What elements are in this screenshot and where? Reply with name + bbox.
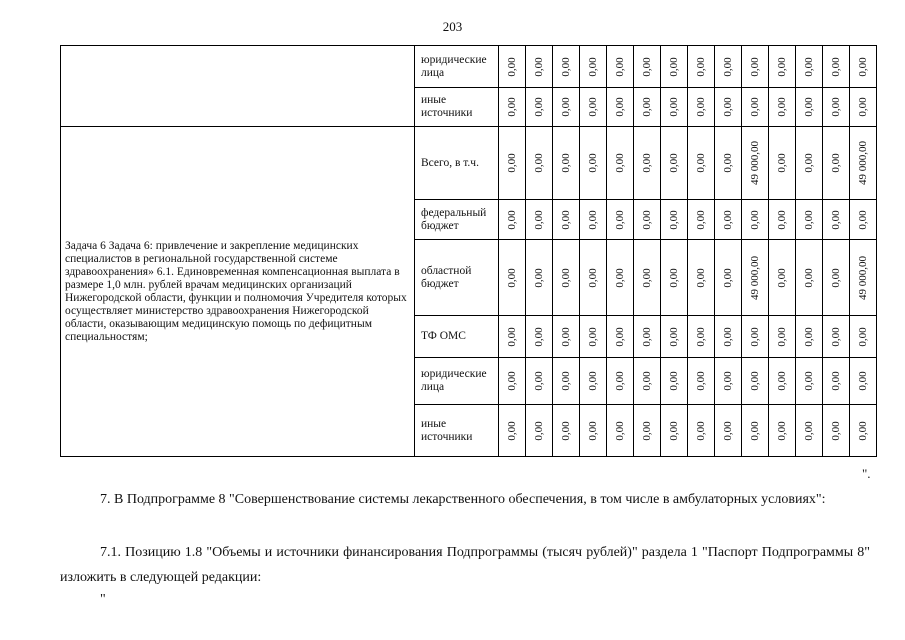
amount-value: 0,00 bbox=[560, 267, 572, 288]
value-cell bbox=[499, 127, 526, 200]
value-cell bbox=[796, 405, 823, 457]
value-cell bbox=[850, 316, 877, 358]
amount-value: 0,00 bbox=[641, 267, 653, 288]
amount-value: 0,00 bbox=[695, 209, 707, 230]
amount-value: 0,00 bbox=[776, 97, 788, 117]
value-cell bbox=[769, 316, 796, 358]
amount-value: 0,00 bbox=[857, 420, 869, 441]
value-cell bbox=[607, 200, 634, 240]
amount-value: 49 000,00 bbox=[749, 141, 761, 185]
value-cell bbox=[634, 405, 661, 457]
amount-value: 0,00 bbox=[668, 97, 680, 117]
amount-value: 0,00 bbox=[857, 56, 869, 77]
amount-value: 0,00 bbox=[533, 97, 545, 117]
value-cell bbox=[580, 240, 607, 316]
amount-value: 0,00 bbox=[587, 153, 599, 173]
value-cell bbox=[499, 405, 526, 457]
value-cell bbox=[688, 88, 715, 127]
value-cell bbox=[634, 358, 661, 405]
amount-value: 0,00 bbox=[641, 326, 653, 347]
value-cell bbox=[634, 316, 661, 358]
value-cell bbox=[553, 127, 580, 200]
amount-value: 0,00 bbox=[560, 371, 572, 391]
amount-value: 0,00 bbox=[560, 420, 572, 441]
value-cell bbox=[661, 358, 688, 405]
value-cell bbox=[715, 240, 742, 316]
amount-value: 0,00 bbox=[857, 97, 869, 117]
amount-value: 0,00 bbox=[803, 56, 815, 77]
value-cell bbox=[526, 316, 553, 358]
amount-value: 0,00 bbox=[803, 420, 815, 441]
amount-value: 0,00 bbox=[506, 153, 518, 173]
amount-value: 0,00 bbox=[830, 97, 842, 117]
value-cell bbox=[499, 88, 526, 127]
value-cell bbox=[526, 240, 553, 316]
value-cell bbox=[796, 127, 823, 200]
value-cell bbox=[688, 358, 715, 405]
value-cell bbox=[526, 405, 553, 457]
value-cell bbox=[607, 405, 634, 457]
amount-value: 0,00 bbox=[830, 209, 842, 230]
value-cell bbox=[688, 46, 715, 88]
value-cell bbox=[634, 46, 661, 88]
amount-value: 0,00 bbox=[668, 56, 680, 77]
amount-value: 0,00 bbox=[722, 56, 734, 77]
value-cell bbox=[823, 127, 850, 200]
value-cell bbox=[553, 88, 580, 127]
amount-value: 0,00 bbox=[749, 326, 761, 347]
value-cell bbox=[661, 127, 688, 200]
value-cell bbox=[850, 405, 877, 457]
value-cell bbox=[553, 200, 580, 240]
value-cell bbox=[499, 358, 526, 405]
amount-value: 0,00 bbox=[695, 97, 707, 117]
amount-value: 0,00 bbox=[830, 56, 842, 77]
value-cell bbox=[607, 316, 634, 358]
amount-value: 0,00 bbox=[587, 209, 599, 230]
value-cell bbox=[823, 240, 850, 316]
value-cell bbox=[742, 405, 769, 457]
paragraph-subprogram-8: 7. В Подпрограмме 8 "Совершенствование системы лекарственного обеспечения, в том числе в амбулаторных условиях": bbox=[100, 492, 826, 507]
amount-value: 0,00 bbox=[641, 56, 653, 77]
value-cell bbox=[661, 46, 688, 88]
value-cell bbox=[607, 127, 634, 200]
amount-value: 0,00 bbox=[776, 209, 788, 230]
amount-value: 0,00 bbox=[560, 56, 572, 77]
amount-value: 0,00 bbox=[560, 153, 572, 173]
value-cell bbox=[796, 46, 823, 88]
funding-source-cell: юридические лица bbox=[415, 358, 499, 405]
value-cell bbox=[769, 88, 796, 127]
value-cell bbox=[769, 240, 796, 316]
value-cell bbox=[688, 316, 715, 358]
value-cell bbox=[823, 405, 850, 457]
value-cell bbox=[850, 88, 877, 127]
value-cell bbox=[850, 358, 877, 405]
amount-value: 0,00 bbox=[506, 267, 518, 288]
value-cell bbox=[661, 88, 688, 127]
amount-value: 0,00 bbox=[695, 420, 707, 441]
amount-value: 49 000,00 bbox=[857, 255, 869, 300]
value-cell bbox=[499, 240, 526, 316]
value-cell bbox=[607, 358, 634, 405]
amount-value: 49 000,00 bbox=[749, 255, 761, 300]
value-cell bbox=[688, 405, 715, 457]
value-cell bbox=[634, 127, 661, 200]
amount-value: 0,00 bbox=[614, 56, 626, 77]
value-cell bbox=[580, 127, 607, 200]
value-cell bbox=[580, 88, 607, 127]
amount-value: 0,00 bbox=[560, 209, 572, 230]
value-cell bbox=[688, 200, 715, 240]
value-cell bbox=[769, 358, 796, 405]
task-6-description: Задача 6 Задача 6: привлечение и закрепление медицинских специалистов в региональной государственной системе здравоохранения» 6.1. Единовременная компенсационная выплата в размере 1,0 млн. рублей врачам медицинских организаций Нижегородской области, функции и полномочия Учредителя которых осуществляет министерство здравоохранения Нижегородской области, оказывающим медицинскую помощь по дефицитным специальностям; bbox=[61, 127, 415, 457]
amount-value: 0,00 bbox=[614, 97, 626, 117]
amount-value: 0,00 bbox=[722, 326, 734, 347]
amount-value: 0,00 bbox=[533, 267, 545, 288]
amount-value: 0,00 bbox=[695, 153, 707, 173]
amount-value: 0,00 bbox=[803, 371, 815, 391]
value-cell bbox=[796, 240, 823, 316]
amount-value: 0,00 bbox=[803, 267, 815, 288]
amount-value: 0,00 bbox=[776, 56, 788, 77]
value-cell bbox=[580, 200, 607, 240]
value-cell bbox=[526, 200, 553, 240]
value-cell bbox=[742, 127, 769, 200]
blank-task-cell bbox=[61, 46, 415, 127]
amount-value: 0,00 bbox=[695, 267, 707, 288]
value-cell bbox=[553, 240, 580, 316]
amount-value: 0,00 bbox=[587, 56, 599, 77]
value-cell bbox=[742, 240, 769, 316]
value-cell bbox=[850, 127, 877, 200]
value-cell bbox=[823, 46, 850, 88]
value-cell bbox=[634, 88, 661, 127]
amount-value: 0,00 bbox=[749, 209, 761, 230]
value-cell bbox=[607, 46, 634, 88]
amount-value: 0,00 bbox=[668, 326, 680, 347]
value-cell bbox=[769, 127, 796, 200]
amount-value: 0,00 bbox=[533, 209, 545, 230]
funding-source-cell: Всего, в т.ч. bbox=[415, 127, 499, 200]
value-cell bbox=[580, 316, 607, 358]
value-cell bbox=[823, 316, 850, 358]
value-cell bbox=[607, 88, 634, 127]
value-cell bbox=[769, 405, 796, 457]
value-cell bbox=[607, 240, 634, 316]
value-cell bbox=[850, 200, 877, 240]
funding-source-cell: иные источники bbox=[415, 405, 499, 457]
amount-value: 0,00 bbox=[668, 371, 680, 391]
value-cell bbox=[634, 200, 661, 240]
value-cell bbox=[526, 88, 553, 127]
value-cell bbox=[769, 200, 796, 240]
value-cell bbox=[634, 240, 661, 316]
amount-value: 0,00 bbox=[587, 420, 599, 441]
amount-value: 0,00 bbox=[830, 267, 842, 288]
value-cell bbox=[661, 240, 688, 316]
value-cell bbox=[553, 46, 580, 88]
value-cell bbox=[661, 405, 688, 457]
amount-value: 0,00 bbox=[533, 56, 545, 77]
value-cell bbox=[526, 127, 553, 200]
value-cell bbox=[796, 200, 823, 240]
amount-value: 0,00 bbox=[722, 267, 734, 288]
opening-quote-mark: " bbox=[100, 592, 106, 607]
amount-value: 0,00 bbox=[776, 371, 788, 391]
amount-value: 0,00 bbox=[614, 371, 626, 391]
value-cell bbox=[661, 200, 688, 240]
financing-table bbox=[60, 45, 877, 457]
value-cell bbox=[742, 358, 769, 405]
value-cell bbox=[715, 127, 742, 200]
value-cell bbox=[499, 46, 526, 88]
amount-value: 0,00 bbox=[587, 371, 599, 391]
amount-value: 0,00 bbox=[641, 209, 653, 230]
value-cell bbox=[553, 405, 580, 457]
value-cell bbox=[580, 405, 607, 457]
paragraph-position-1-8: 7.1. Позицию 1.8 "Объемы и источники финансирования Подпрограммы (тысяч рублей)" раздела 1 "Паспорт Подпрограммы 8" изложить в следующей редакции: bbox=[60, 545, 870, 585]
value-cell bbox=[580, 358, 607, 405]
amount-value: 0,00 bbox=[560, 97, 572, 117]
value-cell bbox=[742, 200, 769, 240]
amount-value: 0,00 bbox=[722, 371, 734, 391]
closing-quote-mark: ". bbox=[862, 466, 871, 481]
amount-value: 0,00 bbox=[830, 153, 842, 173]
amount-value: 0,00 bbox=[506, 420, 518, 441]
amount-value: 0,00 bbox=[803, 326, 815, 347]
value-cell bbox=[526, 358, 553, 405]
amount-value: 0,00 bbox=[776, 420, 788, 441]
value-cell bbox=[553, 316, 580, 358]
funding-source-cell: иные источники bbox=[415, 88, 499, 127]
amount-value: 0,00 bbox=[803, 153, 815, 173]
amount-value: 0,00 bbox=[857, 371, 869, 391]
amount-value: 0,00 bbox=[695, 326, 707, 347]
amount-value: 0,00 bbox=[587, 97, 599, 117]
amount-value: 0,00 bbox=[614, 267, 626, 288]
amount-value: 0,00 bbox=[506, 209, 518, 230]
value-cell bbox=[796, 316, 823, 358]
amount-value: 0,00 bbox=[668, 209, 680, 230]
amount-value: 0,00 bbox=[776, 267, 788, 288]
table-row bbox=[61, 127, 877, 200]
value-cell bbox=[553, 358, 580, 405]
amount-value: 0,00 bbox=[830, 420, 842, 441]
amount-value: 0,00 bbox=[776, 153, 788, 173]
value-cell bbox=[499, 200, 526, 240]
amount-value: 0,00 bbox=[560, 326, 572, 347]
amount-value: 0,00 bbox=[722, 153, 734, 173]
amount-value: 0,00 bbox=[668, 267, 680, 288]
amount-value: 0,00 bbox=[749, 97, 761, 117]
amount-value: 0,00 bbox=[641, 420, 653, 441]
amount-value: 0,00 bbox=[587, 267, 599, 288]
amount-value: 0,00 bbox=[641, 371, 653, 391]
value-cell bbox=[715, 358, 742, 405]
funding-source-cell: юридические лица bbox=[415, 46, 499, 88]
amount-value: 0,00 bbox=[641, 97, 653, 117]
amount-value: 0,00 bbox=[533, 420, 545, 441]
amount-value: 0,00 bbox=[668, 420, 680, 441]
value-cell bbox=[742, 46, 769, 88]
amount-value: 0,00 bbox=[803, 97, 815, 117]
amount-value: 0,00 bbox=[614, 326, 626, 347]
amount-value: 49 000,00 bbox=[857, 141, 869, 185]
amount-value: 0,00 bbox=[749, 420, 761, 441]
page-number: 203 bbox=[442, 19, 463, 34]
table-row bbox=[61, 46, 877, 88]
amount-value: 0,00 bbox=[506, 326, 518, 347]
value-cell bbox=[742, 316, 769, 358]
value-cell bbox=[688, 127, 715, 200]
value-cell bbox=[580, 46, 607, 88]
amount-value: 0,00 bbox=[614, 420, 626, 441]
funding-source-cell: ТФ ОМС bbox=[415, 316, 499, 358]
value-cell bbox=[715, 200, 742, 240]
value-cell bbox=[769, 46, 796, 88]
amount-value: 0,00 bbox=[803, 209, 815, 230]
value-cell bbox=[715, 88, 742, 127]
amount-value: 0,00 bbox=[830, 326, 842, 347]
amount-value: 0,00 bbox=[533, 153, 545, 173]
amount-value: 0,00 bbox=[695, 371, 707, 391]
value-cell bbox=[688, 240, 715, 316]
amount-value: 0,00 bbox=[506, 97, 518, 117]
amount-value: 0,00 bbox=[722, 97, 734, 117]
value-cell bbox=[715, 405, 742, 457]
amount-value: 0,00 bbox=[749, 56, 761, 77]
amount-value: 0,00 bbox=[776, 326, 788, 347]
value-cell bbox=[742, 88, 769, 127]
amount-value: 0,00 bbox=[695, 56, 707, 77]
amount-value: 0,00 bbox=[587, 326, 599, 347]
value-cell bbox=[823, 358, 850, 405]
amount-value: 0,00 bbox=[614, 209, 626, 230]
amount-value: 0,00 bbox=[830, 371, 842, 391]
value-cell bbox=[796, 358, 823, 405]
value-cell bbox=[823, 200, 850, 240]
value-cell bbox=[796, 88, 823, 127]
amount-value: 0,00 bbox=[614, 153, 626, 173]
amount-value: 0,00 bbox=[749, 371, 761, 391]
amount-value: 0,00 bbox=[641, 153, 653, 173]
amount-value: 0,00 bbox=[722, 420, 734, 441]
amount-value: 0,00 bbox=[506, 371, 518, 391]
amount-value: 0,00 bbox=[722, 209, 734, 230]
amount-value: 0,00 bbox=[857, 326, 869, 347]
funding-source-cell: федеральный бюджет bbox=[415, 200, 499, 240]
value-cell bbox=[526, 46, 553, 88]
value-cell bbox=[661, 316, 688, 358]
value-cell bbox=[715, 46, 742, 88]
value-cell bbox=[850, 46, 877, 88]
value-cell bbox=[823, 88, 850, 127]
amount-value: 0,00 bbox=[533, 371, 545, 391]
value-cell bbox=[499, 316, 526, 358]
value-cell bbox=[715, 316, 742, 358]
amount-value: 0,00 bbox=[506, 56, 518, 77]
amount-value: 0,00 bbox=[533, 326, 545, 347]
funding-source-cell: областной бюджет bbox=[415, 240, 499, 316]
amount-value: 0,00 bbox=[668, 153, 680, 173]
amount-value: 0,00 bbox=[857, 209, 869, 230]
value-cell bbox=[850, 240, 877, 316]
